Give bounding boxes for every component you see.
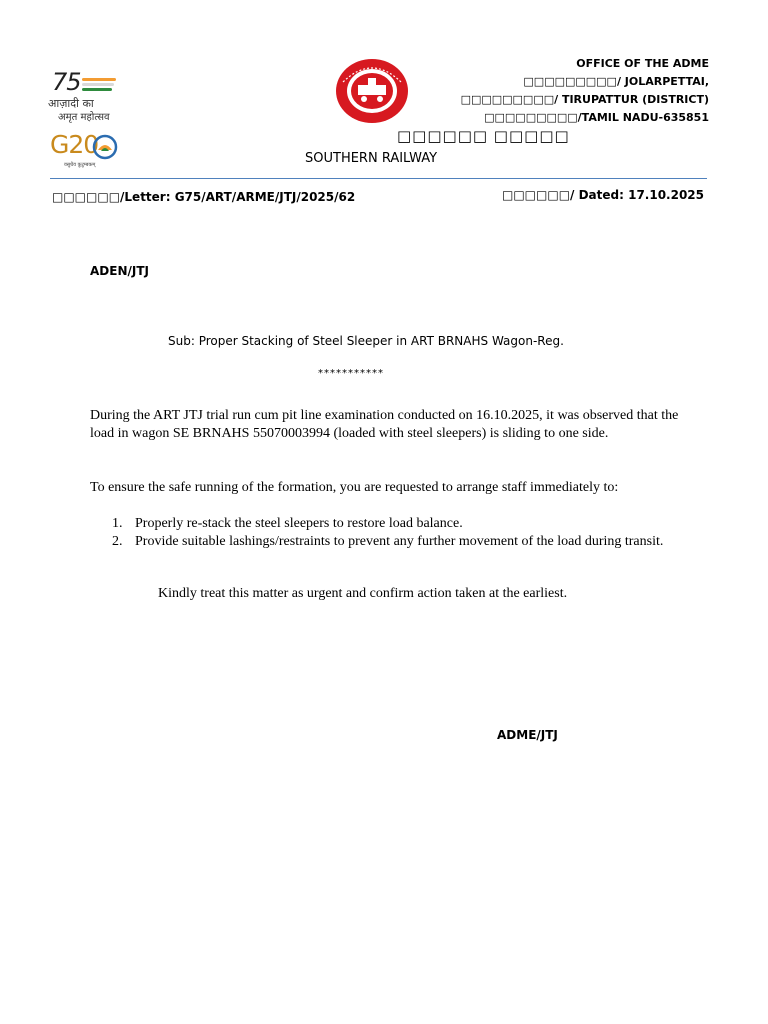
- separator-stars: ***********: [318, 368, 384, 379]
- g20-lotus-icon: [92, 134, 118, 160]
- list-item: [110, 533, 670, 551]
- closing-sentence: Kindly treat this matter as urgent and confirm action taken at the earliest.: [158, 586, 568, 601]
- flag-stripe-saffron: [82, 78, 116, 81]
- signatory: ADME/JTJ: [497, 728, 558, 742]
- flag-stripe-white: [82, 83, 114, 86]
- subject-line: Sub: Proper Stacking of Steel Sleeper in ART BRNAHS Wagon-Reg.: [168, 334, 564, 348]
- office-address-line-1: OFFICE OF THE ADME: [576, 57, 709, 70]
- addressee: ADEN/JTJ: [90, 264, 149, 278]
- g20-wordmark: G20: [50, 130, 99, 159]
- flag-stripe-green: [82, 88, 112, 91]
- letter-reference: □□□□□□/Letter: G75/ART/ARME/JTJ/2025/62: [52, 190, 356, 204]
- railway-name-regional: □□□□□□ □□□□□: [397, 127, 570, 145]
- list-item-number: 2.: [112, 534, 123, 549]
- list-item: [110, 515, 670, 533]
- azadi-ka-amrit-mahotsav-logo: [48, 66, 130, 122]
- office-address-line-3: □□□□□□□□□/ TIRUPATTUR (DISTRICT): [460, 93, 709, 106]
- g20-caption: वसुधैव कुटुम्बकम्: [64, 162, 96, 168]
- body-paragraph-observation: During the ART JTJ trial run cum pit line examination conducted on 16.10.2025, it was observed that the load in wagon SE BRNAHS 55070003994 (loaded with steel sleepers) is sliding to one side.: [90, 408, 679, 441]
- letter-date: □□□□□□/ Dated: 17.10.2025: [502, 188, 705, 202]
- office-address-line-2: □□□□□□□□□/ JOLARPETTAI,: [523, 75, 709, 88]
- list-item-text: Provide suitable lashings/restraints to prevent any further movement of the load during transit.: [135, 534, 664, 549]
- indian-railways-logo-icon: [335, 58, 409, 124]
- list-item-number: 1.: [112, 516, 123, 531]
- g20-logo: [50, 130, 122, 174]
- azadi-75-numeral: 75: [52, 68, 81, 96]
- body-paragraph-request: To ensure the safe running of the formation, you are requested to arrange staff immediately to:: [90, 480, 619, 495]
- railway-name: SOUTHERN RAILWAY: [305, 151, 438, 166]
- list-item-text: Properly re-stack the steel sleepers to restore load balance.: [135, 516, 463, 531]
- header-divider: [50, 178, 707, 179]
- azadi-text-line1: आज़ादी का: [48, 97, 94, 110]
- azadi-text-line2: अमृत महोत्सव: [58, 112, 110, 123]
- action-list: [110, 515, 670, 551]
- office-address-line-4: □□□□□□□□□/TAMIL NADU-635851: [484, 111, 709, 124]
